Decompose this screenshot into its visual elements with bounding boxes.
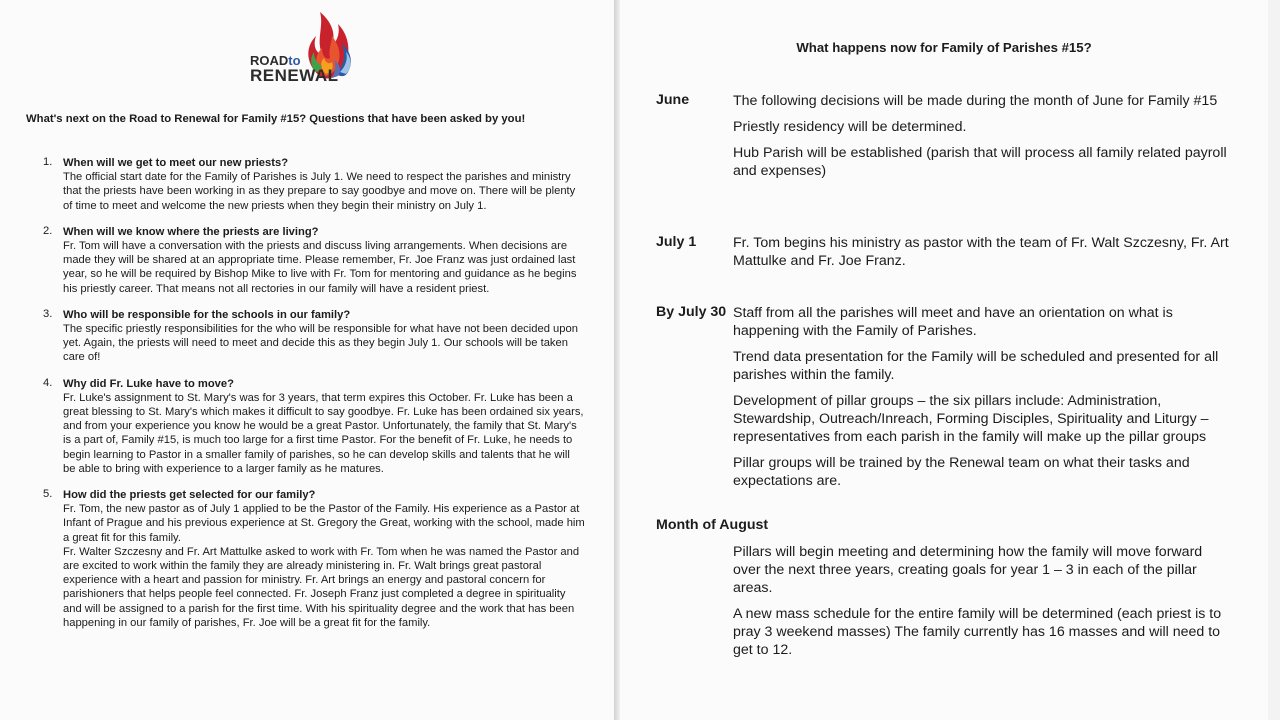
right-page [620, 0, 1268, 720]
schedule-item: A new mass schedule for the entire family will be determined (each priest is to pray 3 weekend masses) The family currently has 16 masses and will need to get to 12. [733, 606, 1222, 658]
question-number: 3. [43, 307, 53, 320]
schedule-items [733, 234, 1233, 278]
schedule-item: Fr. Tom begins his ministry as pastor with the team of Fr. Walt Szczesny, Fr. Art Mattulke and Fr. Joe Franz. [733, 235, 1229, 269]
question-item [40, 156, 585, 213]
schedule-item: Development of pillar groups – the six pillars include: Administration, Stewardship, Outreach/Inreach, Forming Disciples, Spirituality and Liturgy – representatives from each parish in the family will make up the pillar groups [733, 393, 1209, 445]
question-text: Who will be responsible for the schools in our family? [63, 308, 351, 321]
answer-text: Fr. Luke's assignment to St. Mary's was for 3 years, that term expires this October. Fr. Luke has been a great blessing to St. Mary's which makes it difficult to say goodbye. Fr. Luke has been ordained six years, and from your experience you know he would be a great Pastor. Unfortunately, the family that St. Mary's is a part of, Family #15, is much too large for a first time Pastor. For the benefit of Fr. Luke, he needs to begin learning to Pastor in a smaller family of parishes, so he can develop skills and talents that he will be able to bring with experience to a larger family as he matures. [63, 391, 584, 475]
schedule-item: Staff from all the parishes will meet and have an orientation on what is happening with the Family of Parishes. [733, 305, 1173, 339]
schedule-item: Hub Parish will be established (parish that will process all family related payroll and expenses) [733, 145, 1227, 179]
left-page-heading: What's next on the Road to Renewal for Family #15? Questions that have been asked by you! [26, 113, 526, 125]
schedule-item: Trend data presentation for the Family will be scheduled and presented for all parishes within the family. [733, 349, 1219, 383]
right-page-title: What happens now for Family of Parishes #15? [796, 40, 1092, 55]
question-item [40, 308, 585, 365]
schedule-items [733, 92, 1233, 188]
month-of-august-label: Month of August [656, 517, 769, 533]
page-edge [1268, 0, 1280, 720]
schedule-label: By July 30 [656, 304, 727, 320]
question-text: When will we get to meet our new priests? [63, 157, 289, 169]
question-item [40, 488, 585, 630]
schedule-items [733, 543, 1233, 667]
question-text: When will we know where the priests are living? [63, 225, 319, 238]
schedule-item: The following decisions will be made during the month of June for Family #15 [733, 93, 1218, 109]
answer-text: The official start date for the Family of Parishes is July 1. We need to respect the parishes and ministry that the priests have been working in as they prepare to say goodbye and move on. There will be plenty of time to meet and welcome the new priests when they begin their ministry on July 1. [63, 171, 576, 212]
left-page [0, 0, 614, 720]
question-number: 4. [43, 376, 53, 389]
schedule-label: June [656, 92, 690, 108]
question-item [40, 377, 585, 476]
schedule-item: Pillar groups will be trained by the Renewal team on what their tasks and expectations are. [733, 455, 1190, 489]
question-text: Why did Fr. Luke have to move? [63, 377, 234, 390]
question-number: 2. [43, 224, 53, 237]
road-to-renewal-logo [250, 8, 360, 86]
schedule-label: July 1 [656, 234, 697, 250]
logo-text-road-to: ROADto [250, 53, 301, 68]
questions-list [40, 156, 585, 642]
answer-text: The specific priestly responsibilities for the who will be responsible for what have not been decided upon yet. Again, the priests will need to meet and decide this as they begin July 1. Our schools will be taken care of! [63, 323, 578, 364]
question-text: How did the priests get selected for our family? [63, 489, 316, 502]
answer-text: Fr. Tom will have a conversation with the priests and discuss living arrangements. When decisions are made they will be shared at an appropriate time. Please remember, Fr. Joe Franz was just ordained last year, so he will be required by Bishop Mike to live with Fr. Tom for mentoring and guidance as he begins his priestly career. That means not all rectories in our family will have a resident priest. [63, 240, 577, 295]
logo-text-renewal: RENEWAL [250, 66, 339, 85]
schedule-items [733, 304, 1233, 498]
question-number: 5. [43, 488, 53, 501]
question-number: 1. [43, 156, 53, 168]
question-item [40, 225, 585, 296]
answer-text: Fr. Tom, the new pastor as of July 1 applied to be the Pastor of the Family. His experience as a Pastor at Infant of Prague and his previous experience at St. Gregory the Great, working with the school, made him a great fit for this family. [63, 503, 585, 544]
schedule-item: Pillars will begin meeting and determining how the family will move forward over the next three years, creating goals for year 1 – 3 in each of the pillar areas. [733, 544, 1203, 596]
schedule-item: Priestly residency will be determined. [733, 119, 967, 135]
answer-text-continued: Fr. Walter Szczesny and Fr. Art Mattulke asked to work with Fr. Tom when he was named the Pastor and are excited to work within the family they are already ministering in. Fr. Walt brings great pastoral experience with a heart and passion for ministry. Fr. Art brings an energy and pastoral concern for parishioners that helps people feel connected. Fr. Joseph Franz just completed a degree in spirituality and will be assigned to a parish for the first time. With his spirituality degree and the work that has been happening in our family of parishes, Fr. Joe will be a great fit for the family. [63, 545, 580, 629]
